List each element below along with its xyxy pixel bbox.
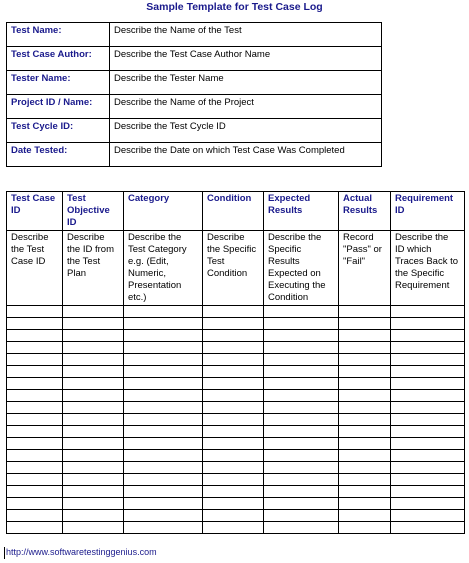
empty-cell[interactable] (203, 474, 264, 486)
desc-condition: Describe the Specific Test Condition (203, 231, 264, 306)
text-cursor (4, 547, 5, 559)
empty-cell[interactable] (7, 402, 63, 414)
empty-cell[interactable] (63, 342, 124, 354)
empty-cell[interactable] (339, 342, 391, 354)
table-row (7, 342, 465, 354)
empty-cell[interactable] (264, 306, 339, 318)
meta-value: Describe the Date on which Test Case Was Completed (110, 143, 382, 167)
empty-cell[interactable] (124, 378, 203, 390)
meta-row-tester (7, 71, 382, 95)
empty-cell[interactable] (7, 330, 63, 342)
empty-cell[interactable] (339, 306, 391, 318)
empty-cell[interactable] (264, 330, 339, 342)
meta-row-author (7, 47, 382, 71)
empty-cell[interactable] (124, 462, 203, 474)
empty-cell[interactable] (264, 342, 339, 354)
empty-cell[interactable] (203, 342, 264, 354)
empty-cell[interactable] (264, 402, 339, 414)
empty-cell[interactable] (124, 498, 203, 510)
meta-label: Test Case Author: (7, 47, 110, 71)
meta-value: Describe the Name of the Test (110, 23, 382, 47)
empty-cell[interactable] (203, 402, 264, 414)
empty-cell[interactable] (63, 306, 124, 318)
header-condition: Condition (203, 192, 264, 231)
desc-test-objective-id: Describe the ID from the Test Plan (63, 231, 124, 306)
meta-label: Test Name: (7, 23, 110, 47)
header-category: Category (124, 192, 203, 231)
empty-cell[interactable] (63, 414, 124, 426)
empty-cell[interactable] (203, 330, 264, 342)
empty-cell[interactable] (203, 522, 264, 534)
empty-cell[interactable] (203, 318, 264, 330)
empty-cell[interactable] (339, 378, 391, 390)
empty-cell[interactable] (391, 378, 465, 390)
footer-link[interactable]: http://www.softwaretestinggenius.com (6, 547, 157, 557)
empty-cell[interactable] (63, 498, 124, 510)
empty-cell[interactable] (339, 510, 391, 522)
meta-row-cycle (7, 119, 382, 143)
empty-cell[interactable] (264, 354, 339, 366)
empty-cell[interactable] (264, 522, 339, 534)
empty-cell[interactable] (203, 426, 264, 438)
header-actual-results: Actual Results (339, 192, 391, 231)
empty-cell[interactable] (124, 402, 203, 414)
empty-cell[interactable] (7, 414, 63, 426)
empty-cell[interactable] (203, 378, 264, 390)
header-test-objective-id: Test Objective ID (63, 192, 124, 231)
empty-cell[interactable] (203, 450, 264, 462)
empty-cell[interactable] (264, 414, 339, 426)
table-row (7, 438, 465, 450)
empty-cell[interactable] (7, 306, 63, 318)
empty-cell[interactable] (7, 390, 63, 402)
empty-cell[interactable] (124, 330, 203, 342)
empty-cell[interactable] (339, 414, 391, 426)
empty-cell[interactable] (203, 498, 264, 510)
empty-cell[interactable] (203, 390, 264, 402)
empty-cell[interactable] (63, 426, 124, 438)
empty-cell[interactable] (264, 486, 339, 498)
header-test-case-id: Test Case ID (7, 192, 63, 231)
empty-cell[interactable] (391, 390, 465, 402)
empty-cell[interactable] (7, 342, 63, 354)
empty-cell[interactable] (339, 366, 391, 378)
empty-cell[interactable] (339, 498, 391, 510)
table-row (7, 510, 465, 522)
empty-cell[interactable] (124, 390, 203, 402)
test-case-log-table (6, 191, 465, 534)
meta-label: Project ID / Name: (7, 95, 110, 119)
empty-cell[interactable] (63, 402, 124, 414)
empty-cell[interactable] (63, 354, 124, 366)
empty-cell[interactable] (124, 366, 203, 378)
meta-value: Describe the Tester Name (110, 71, 382, 95)
empty-cell[interactable] (339, 522, 391, 534)
table-row (7, 390, 465, 402)
table-row (7, 330, 465, 342)
empty-cell[interactable] (124, 474, 203, 486)
empty-cell[interactable] (264, 366, 339, 378)
test-info-table (6, 22, 382, 167)
empty-cell[interactable] (391, 486, 465, 498)
table-row (7, 522, 465, 534)
empty-cell[interactable] (339, 354, 391, 366)
empty-cell[interactable] (339, 474, 391, 486)
empty-cell[interactable] (124, 486, 203, 498)
log-description-row (7, 231, 465, 306)
empty-cell[interactable] (391, 330, 465, 342)
meta-value: Describe the Name of the Project (110, 95, 382, 119)
empty-cell[interactable] (203, 486, 264, 498)
empty-cell[interactable] (124, 414, 203, 426)
empty-cell[interactable] (124, 354, 203, 366)
empty-cell[interactable] (63, 486, 124, 498)
empty-cell[interactable] (391, 306, 465, 318)
desc-expected-results: Describe the Specific Results Expected on Executing the Condition (264, 231, 339, 306)
empty-cell[interactable] (63, 522, 124, 534)
empty-cell[interactable] (63, 330, 124, 342)
empty-cell[interactable] (391, 426, 465, 438)
desc-actual-results: Record "Pass" or "Fail" (339, 231, 391, 306)
empty-cell[interactable] (391, 402, 465, 414)
table-row (7, 366, 465, 378)
empty-cell[interactable] (124, 342, 203, 354)
empty-cell[interactable] (63, 462, 124, 474)
empty-cell[interactable] (264, 510, 339, 522)
meta-row-project (7, 95, 382, 119)
empty-cell[interactable] (339, 462, 391, 474)
table-row (7, 318, 465, 330)
empty-cell[interactable] (7, 498, 63, 510)
empty-cell[interactable] (7, 426, 63, 438)
empty-cell[interactable] (339, 438, 391, 450)
empty-cell[interactable] (264, 450, 339, 462)
header-requirement-id: Requirement ID (391, 192, 465, 231)
empty-cell[interactable] (63, 438, 124, 450)
header-expected-results: Expected Results (264, 192, 339, 231)
empty-cell[interactable] (7, 450, 63, 462)
empty-cell[interactable] (7, 510, 63, 522)
empty-cell[interactable] (391, 510, 465, 522)
empty-cell[interactable] (391, 474, 465, 486)
empty-cell[interactable] (7, 462, 63, 474)
empty-cell[interactable] (339, 486, 391, 498)
empty-cell[interactable] (391, 498, 465, 510)
log-header-row (7, 192, 465, 231)
empty-cell[interactable] (124, 510, 203, 522)
empty-cell[interactable] (203, 366, 264, 378)
table-row (7, 474, 465, 486)
empty-cell[interactable] (63, 474, 124, 486)
empty-cell[interactable] (391, 414, 465, 426)
empty-cell[interactable] (124, 318, 203, 330)
empty-cell[interactable] (264, 318, 339, 330)
table-row (7, 354, 465, 366)
empty-cell[interactable] (391, 318, 465, 330)
empty-cell[interactable] (7, 366, 63, 378)
empty-cell[interactable] (339, 390, 391, 402)
empty-cell[interactable] (7, 354, 63, 366)
empty-cell[interactable] (391, 462, 465, 474)
empty-cell[interactable] (63, 390, 124, 402)
empty-cell[interactable] (63, 450, 124, 462)
empty-cell[interactable] (264, 426, 339, 438)
empty-cell[interactable] (7, 318, 63, 330)
empty-cell[interactable] (339, 426, 391, 438)
table-row (7, 498, 465, 510)
empty-cell[interactable] (7, 486, 63, 498)
empty-cell[interactable] (391, 438, 465, 450)
table-row (7, 450, 465, 462)
desc-test-case-id: Describe the Test Case ID (7, 231, 63, 306)
empty-cell[interactable] (203, 510, 264, 522)
page-title: Sample Template for Test Case Log (146, 1, 323, 13)
empty-cell[interactable] (124, 438, 203, 450)
meta-row-test-name (7, 23, 382, 47)
empty-cell[interactable] (124, 306, 203, 318)
empty-cell[interactable] (124, 450, 203, 462)
empty-cell[interactable] (391, 522, 465, 534)
table-row (7, 486, 465, 498)
table-row (7, 426, 465, 438)
meta-label: Tester Name: (7, 71, 110, 95)
empty-cell[interactable] (391, 354, 465, 366)
empty-cell[interactable] (7, 378, 63, 390)
empty-cell[interactable] (264, 438, 339, 450)
desc-requirement-id: Describe the ID which Traces Back to the Specific Requirement (391, 231, 465, 306)
empty-cell[interactable] (391, 366, 465, 378)
empty-cell[interactable] (7, 522, 63, 534)
empty-cell[interactable] (63, 318, 124, 330)
empty-cell[interactable] (124, 426, 203, 438)
desc-category: Describe the Test Category e.g. (Edit, Numeric, Presentation etc.) (124, 231, 203, 306)
empty-cell[interactable] (63, 510, 124, 522)
empty-cell[interactable] (391, 450, 465, 462)
empty-cell[interactable] (391, 342, 465, 354)
empty-cell[interactable] (264, 474, 339, 486)
empty-cell[interactable] (203, 354, 264, 366)
empty-cell[interactable] (63, 366, 124, 378)
meta-value: Describe the Test Cycle ID (110, 119, 382, 143)
empty-cell[interactable] (264, 378, 339, 390)
empty-cell[interactable] (339, 402, 391, 414)
empty-cell[interactable] (264, 498, 339, 510)
meta-row-date (7, 143, 382, 167)
empty-cell[interactable] (339, 450, 391, 462)
table-row (7, 306, 465, 318)
empty-cell[interactable] (339, 330, 391, 342)
table-row (7, 378, 465, 390)
table-row (7, 414, 465, 426)
empty-cell[interactable] (264, 462, 339, 474)
table-row (7, 402, 465, 414)
empty-cell[interactable] (7, 474, 63, 486)
empty-cell[interactable] (203, 438, 264, 450)
empty-cell[interactable] (203, 306, 264, 318)
table-row (7, 462, 465, 474)
empty-cell[interactable] (7, 438, 63, 450)
empty-cell[interactable] (124, 522, 203, 534)
meta-label: Test Cycle ID: (7, 119, 110, 143)
empty-cell[interactable] (264, 390, 339, 402)
empty-cell[interactable] (63, 378, 124, 390)
empty-cell[interactable] (203, 462, 264, 474)
meta-value: Describe the Test Case Author Name (110, 47, 382, 71)
empty-cell[interactable] (203, 414, 264, 426)
empty-cell[interactable] (339, 318, 391, 330)
meta-label: Date Tested: (7, 143, 110, 167)
